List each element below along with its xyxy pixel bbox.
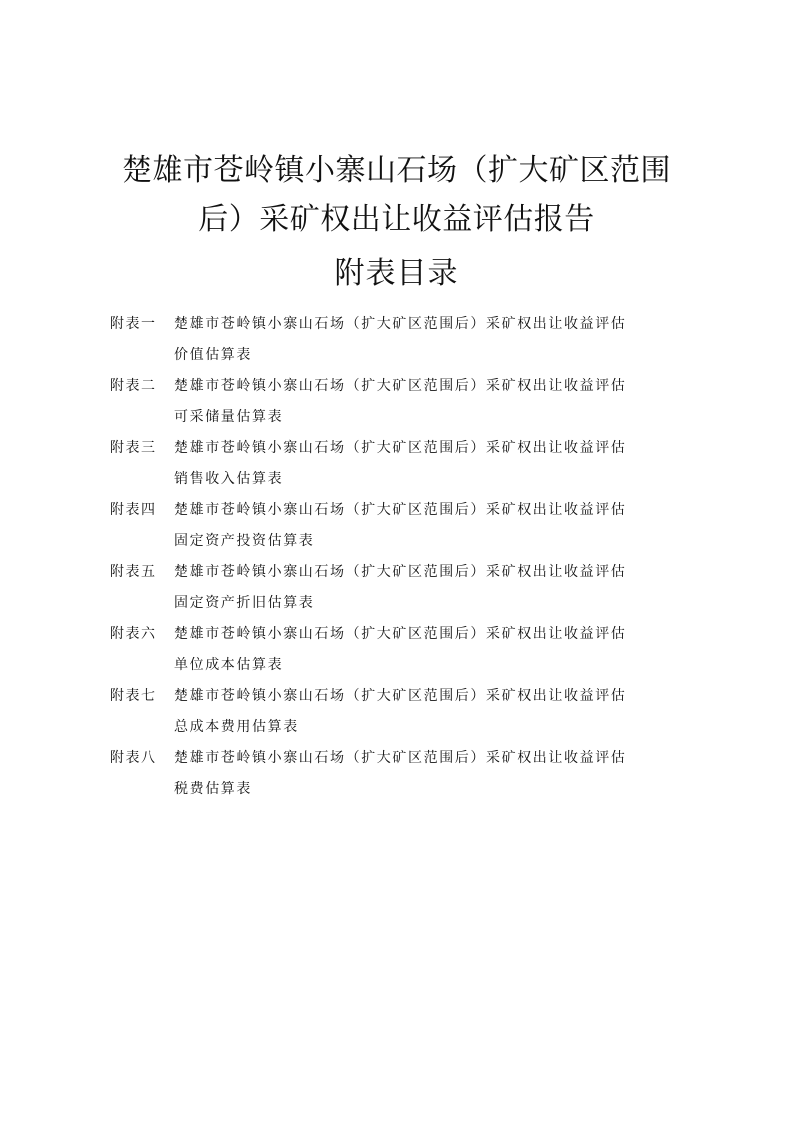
appendix-item <box>110 371 670 433</box>
appendix-label: 附表四 <box>110 502 157 518</box>
appendix-title-prefix: 楚雄市苍岭镇小寨山石场（扩大矿区范围后）采矿权出让收益评估 <box>174 316 627 332</box>
appendix-title-prefix: 楚雄市苍岭镇小寨山石场（扩大矿区范围后）采矿权出让收益评估 <box>174 688 627 704</box>
report-title-line-1: 楚雄市苍岭镇小寨山石场（扩大矿区范围 <box>122 153 671 188</box>
appendix-label: 附表三 <box>110 440 157 456</box>
appendix-title-prefix: 楚雄市苍岭镇小寨山石场（扩大矿区范围后）采矿权出让收益评估 <box>174 502 627 518</box>
appendix-table-name: 价值估算表 <box>174 347 252 363</box>
appendix-table-name: 税费估算表 <box>174 781 252 797</box>
appendix-title-prefix: 楚雄市苍岭镇小寨山石场（扩大矿区范围后）采矿权出让收益评估 <box>174 564 627 580</box>
appendix-label: 附表五 <box>110 564 157 580</box>
appendix-label: 附表六 <box>110 626 157 642</box>
appendix-item <box>110 433 670 495</box>
appendix-title-prefix: 楚雄市苍岭镇小寨山石场（扩大矿区范围后）采矿权出让收益评估 <box>174 440 627 456</box>
appendix-item <box>110 557 670 619</box>
appendix-table-name: 固定资产投资估算表 <box>174 533 315 549</box>
report-title-line-2: 后）采矿权出让收益评估报告 <box>198 202 595 237</box>
appendix-table-of-contents-title: 附表目录 <box>334 256 459 291</box>
appendix-label: 附表一 <box>110 316 157 332</box>
appendix-item <box>110 309 670 371</box>
appendix-item <box>110 743 670 805</box>
appendix-table-name: 总成本费用估算表 <box>174 719 299 735</box>
title-block <box>60 146 733 300</box>
appendix-title-prefix: 楚雄市苍岭镇小寨山石场（扩大矿区范围后）采矿权出让收益评估 <box>174 750 627 766</box>
appendix-table-name: 单位成本估算表 <box>174 657 284 673</box>
appendix-item <box>110 495 670 557</box>
appendix-label: 附表八 <box>110 750 157 766</box>
appendix-table-list <box>110 309 670 805</box>
appendix-item <box>110 619 670 681</box>
appendix-title-prefix: 楚雄市苍岭镇小寨山石场（扩大矿区范围后）采矿权出让收益评估 <box>174 378 627 394</box>
appendix-label: 附表二 <box>110 378 157 394</box>
appendix-table-name: 销售收入估算表 <box>174 471 284 487</box>
appendix-item <box>110 681 670 743</box>
appendix-table-name: 可采储量估算表 <box>174 409 284 425</box>
appendix-label: 附表七 <box>110 688 157 704</box>
appendix-table-name: 固定资产折旧估算表 <box>174 595 315 611</box>
appendix-title-prefix: 楚雄市苍岭镇小寨山石场（扩大矿区范围后）采矿权出让收益评估 <box>174 626 627 642</box>
